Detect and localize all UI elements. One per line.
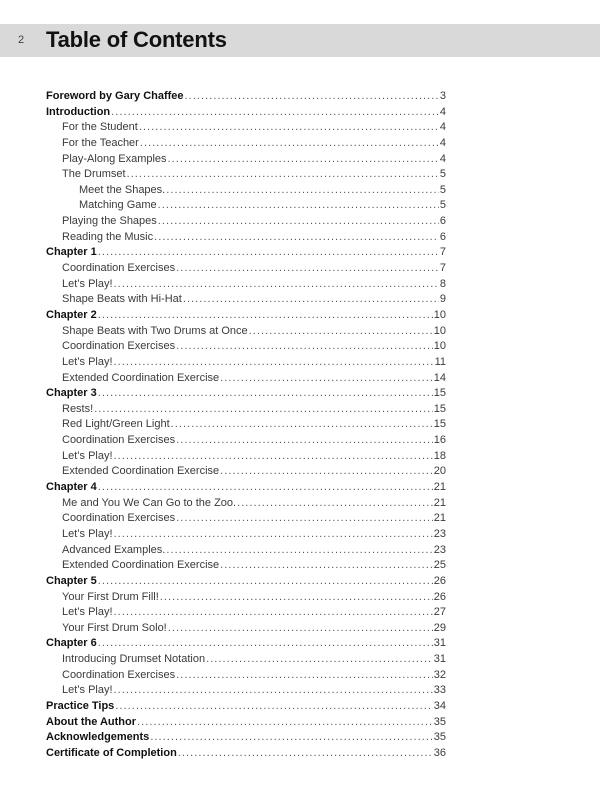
toc-section-entry[interactable] bbox=[46, 386, 446, 402]
toc-subsection-entry[interactable] bbox=[46, 605, 446, 621]
toc-section-entry[interactable] bbox=[46, 699, 446, 715]
dot-leader bbox=[158, 214, 439, 230]
toc-entry-title: Extended Coordination Exercise bbox=[62, 371, 220, 384]
toc-entry-title: Your First Drum Fill! bbox=[62, 590, 159, 603]
header-bar bbox=[0, 24, 600, 57]
toc-entry-page: 18 bbox=[433, 449, 446, 462]
toc-subsection-entry[interactable] bbox=[46, 683, 446, 699]
toc-entry-page: 26 bbox=[433, 574, 446, 587]
table-of-contents bbox=[46, 89, 446, 762]
dot-leader bbox=[176, 261, 439, 277]
toc-entry-title: Let’s Play! bbox=[62, 606, 113, 619]
toc-entry-page: 29 bbox=[433, 621, 446, 634]
toc-entry-title: Meet the Shapes. bbox=[79, 183, 166, 196]
toc-entry-page: 16 bbox=[433, 434, 446, 447]
toc-entry-title: Shape Beats with Two Drums at Once bbox=[62, 324, 248, 337]
toc-entry-page: 21 bbox=[433, 496, 446, 509]
toc-subsection-entry[interactable] bbox=[46, 558, 446, 574]
toc-subsection-entry[interactable] bbox=[46, 371, 446, 387]
toc-subsection-entry[interactable] bbox=[46, 261, 446, 277]
toc-entry-page: 21 bbox=[433, 512, 446, 525]
toc-entry-title: Let’s Play! bbox=[62, 527, 113, 540]
toc-entry-page: 27 bbox=[433, 606, 446, 619]
toc-entry-page: 7 bbox=[439, 262, 446, 275]
toc-entry-page: 4 bbox=[439, 152, 446, 165]
toc-entry-page: 9 bbox=[439, 293, 446, 306]
toc-entry-page: 26 bbox=[433, 590, 446, 603]
dot-leader bbox=[98, 308, 433, 324]
dot-leader bbox=[237, 496, 433, 512]
toc-entry-title: Coordination Exercises bbox=[62, 668, 176, 681]
toc-subsection-entry[interactable] bbox=[46, 449, 446, 465]
dot-leader bbox=[115, 699, 432, 715]
toc-entry-page: 34 bbox=[433, 699, 446, 712]
toc-entry-title: Advanced Examples. bbox=[62, 543, 166, 556]
toc-section-entry[interactable] bbox=[46, 574, 446, 590]
dot-leader bbox=[176, 339, 433, 355]
dot-leader bbox=[220, 371, 433, 387]
dot-leader bbox=[154, 230, 439, 246]
toc-entry-title: Extended Coordination Exercise bbox=[62, 559, 220, 572]
toc-subsection-entry[interactable] bbox=[46, 120, 446, 136]
toc-entry-title: Chapter 3 bbox=[46, 387, 97, 400]
toc-entry-page: 25 bbox=[433, 559, 446, 572]
toc-entry-page: 10 bbox=[433, 324, 446, 337]
toc-subsection-entry[interactable] bbox=[46, 230, 446, 246]
toc-section-entry[interactable] bbox=[46, 730, 446, 746]
toc-entry-title: Let’s Play! bbox=[62, 449, 113, 462]
toc-entry-title: Introducing Drumset Notation bbox=[62, 653, 206, 666]
dot-leader bbox=[98, 636, 433, 652]
toc-entry-page: 15 bbox=[433, 387, 446, 400]
toc-entry-page: 15 bbox=[433, 402, 446, 415]
toc-entry-title: About the Author bbox=[46, 715, 137, 728]
toc-entry-page: 20 bbox=[433, 465, 446, 478]
toc-subsection-entry[interactable] bbox=[46, 511, 446, 527]
toc-entry-title: Coordination Exercises bbox=[62, 262, 176, 275]
toc-entry-page: 33 bbox=[433, 684, 446, 697]
toc-subsection-entry[interactable] bbox=[46, 417, 446, 433]
dot-leader bbox=[220, 558, 433, 574]
toc-entry-title: For the Student bbox=[62, 121, 138, 134]
toc-entry-page: 31 bbox=[433, 637, 446, 650]
toc-entry-page: 35 bbox=[433, 731, 446, 744]
dot-leader bbox=[220, 464, 433, 480]
toc-subsection-entry[interactable] bbox=[46, 136, 446, 152]
toc-entry-title: Rests! bbox=[62, 402, 94, 415]
toc-entry-page: 6 bbox=[439, 215, 446, 228]
toc-subsection-entry[interactable] bbox=[46, 668, 446, 684]
toc-entry-page: 4 bbox=[439, 136, 446, 149]
toc-section-entry[interactable] bbox=[46, 480, 446, 496]
toc-subsection-entry[interactable] bbox=[46, 527, 446, 543]
toc-entry-page: 3 bbox=[439, 90, 446, 102]
dot-leader bbox=[166, 543, 432, 559]
dot-leader bbox=[158, 198, 439, 214]
dot-leader bbox=[111, 105, 439, 121]
dot-leader bbox=[166, 183, 439, 199]
toc-subsection-entry[interactable] bbox=[46, 198, 446, 214]
toc-subsection-entry[interactable] bbox=[46, 590, 446, 606]
toc-entry-title: Acknowledgements bbox=[46, 731, 150, 744]
dot-leader bbox=[140, 136, 439, 152]
toc-entry-title: Let’s Play! bbox=[62, 684, 113, 697]
dot-leader bbox=[185, 89, 439, 105]
toc-entry-page: 8 bbox=[439, 277, 446, 290]
toc-entry-page: 36 bbox=[433, 746, 446, 759]
toc-entry-title: Play-Along Examples bbox=[62, 152, 167, 165]
dot-leader bbox=[98, 386, 433, 402]
toc-entry-title: Extended Coordination Exercise bbox=[62, 465, 220, 478]
dot-leader bbox=[114, 605, 433, 621]
toc-subsection-entry[interactable] bbox=[46, 167, 446, 183]
toc-entry-page: 10 bbox=[433, 308, 446, 321]
toc-entry-page: 32 bbox=[433, 668, 446, 681]
page-number: 2 bbox=[18, 34, 25, 46]
toc-entry-title: For the Teacher bbox=[62, 136, 139, 149]
toc-entry-title: Chapter 2 bbox=[46, 308, 97, 321]
dot-leader bbox=[249, 324, 433, 340]
toc-entry-title: Practice Tips bbox=[46, 699, 115, 712]
dot-leader bbox=[139, 120, 439, 136]
toc-entry-title: Chapter 6 bbox=[46, 637, 97, 650]
toc-entry-title: Introduction bbox=[46, 105, 111, 118]
toc-subsection-entry[interactable] bbox=[46, 214, 446, 230]
toc-entry-page: 15 bbox=[433, 418, 446, 431]
dot-leader bbox=[183, 292, 439, 308]
toc-section-entry[interactable] bbox=[46, 636, 446, 652]
toc-entry-title: Foreword by Gary Chaffee bbox=[46, 90, 184, 102]
toc-section-entry[interactable] bbox=[46, 89, 446, 105]
dot-leader bbox=[94, 402, 433, 418]
toc-entry-page: 4 bbox=[439, 121, 446, 134]
toc-section-entry[interactable] bbox=[46, 105, 446, 121]
dot-leader bbox=[114, 527, 433, 543]
toc-entry-title: Shape Beats with Hi-Hat bbox=[62, 293, 182, 306]
toc-subsection-entry[interactable] bbox=[46, 355, 446, 371]
dot-leader bbox=[160, 590, 433, 606]
toc-entry-page: 11 bbox=[434, 355, 446, 368]
toc-entry-title: Reading the Music bbox=[62, 230, 154, 243]
toc-subsection-entry[interactable] bbox=[46, 292, 446, 308]
dot-leader bbox=[114, 683, 433, 699]
toc-subsection-entry[interactable] bbox=[46, 402, 446, 418]
toc-section-entry[interactable] bbox=[46, 715, 446, 731]
page-title: Table of Contents bbox=[46, 27, 227, 52]
toc-subsection-entry[interactable] bbox=[46, 652, 446, 668]
toc-entry-title: Playing the Shapes bbox=[62, 215, 157, 228]
toc-entry-page: 7 bbox=[439, 246, 446, 259]
toc-subsection-entry[interactable] bbox=[46, 543, 446, 559]
toc-subsection-entry[interactable] bbox=[46, 464, 446, 480]
toc-entry-title: Your First Drum Solo! bbox=[62, 621, 167, 634]
toc-entry-title: Coordination Exercises bbox=[62, 340, 176, 353]
dot-leader bbox=[114, 355, 434, 371]
toc-entry-title: Coordination Exercises bbox=[62, 434, 176, 447]
toc-entry-page: 31 bbox=[433, 653, 446, 666]
dot-leader bbox=[127, 167, 439, 183]
toc-entry-page: 5 bbox=[439, 168, 446, 181]
toc-entry-page: 23 bbox=[433, 527, 446, 540]
toc-entry-page: 5 bbox=[439, 183, 446, 196]
dot-leader bbox=[114, 449, 433, 465]
toc-entry-title: Let’s Play! bbox=[62, 355, 113, 368]
toc-subsection-entry[interactable] bbox=[46, 339, 446, 355]
toc-entry-title: Me and You We Can Go to the Zoo. bbox=[62, 496, 237, 509]
toc-entry-page: 4 bbox=[439, 105, 446, 118]
dot-leader bbox=[137, 715, 433, 731]
dot-leader bbox=[206, 652, 433, 668]
toc-subsection-entry[interactable] bbox=[46, 621, 446, 637]
dot-leader bbox=[176, 668, 433, 684]
dot-leader bbox=[168, 621, 433, 637]
toc-entry-title: Chapter 5 bbox=[46, 574, 97, 587]
dot-leader bbox=[171, 417, 433, 433]
toc-entry-title: Matching Game bbox=[79, 199, 157, 212]
toc-entry-title: Let’s Play! bbox=[62, 277, 113, 290]
toc-entry-page: 35 bbox=[433, 715, 446, 728]
toc-entry-title: Certificate of Completion bbox=[46, 746, 177, 759]
toc-subsection-entry[interactable] bbox=[46, 324, 446, 340]
toc-section-entry[interactable] bbox=[46, 245, 446, 261]
toc-subsection-entry[interactable] bbox=[46, 496, 446, 512]
toc-entry-page: 14 bbox=[433, 371, 446, 384]
toc-entry-title: Chapter 4 bbox=[46, 481, 97, 494]
toc-subsection-entry[interactable] bbox=[46, 152, 446, 168]
dot-leader bbox=[98, 245, 439, 261]
dot-leader bbox=[176, 511, 433, 527]
toc-entry-page: 21 bbox=[433, 481, 446, 494]
toc-entry-page: 6 bbox=[439, 230, 446, 243]
toc-section-entry[interactable] bbox=[46, 308, 446, 324]
toc-section-entry[interactable] bbox=[46, 746, 446, 762]
toc-entry-title: Chapter 1 bbox=[46, 246, 97, 259]
toc-entry-title: The Drumset bbox=[62, 168, 126, 181]
dot-leader bbox=[114, 277, 439, 293]
dot-leader bbox=[176, 433, 433, 449]
dot-leader bbox=[178, 746, 433, 762]
toc-subsection-entry[interactable] bbox=[46, 433, 446, 449]
dot-leader bbox=[150, 730, 432, 746]
toc-subsection-entry[interactable] bbox=[46, 277, 446, 293]
toc-entry-page: 5 bbox=[439, 199, 446, 212]
dot-leader bbox=[98, 480, 433, 496]
dot-leader bbox=[98, 574, 433, 590]
toc-subsection-entry[interactable] bbox=[46, 183, 446, 199]
toc-entry-title: Red Light/Green Light bbox=[62, 418, 170, 431]
toc-entry-title: Coordination Exercises bbox=[62, 512, 176, 525]
toc-entry-page: 10 bbox=[433, 340, 446, 353]
dot-leader bbox=[168, 152, 439, 168]
toc-entry-page: 23 bbox=[433, 543, 446, 556]
